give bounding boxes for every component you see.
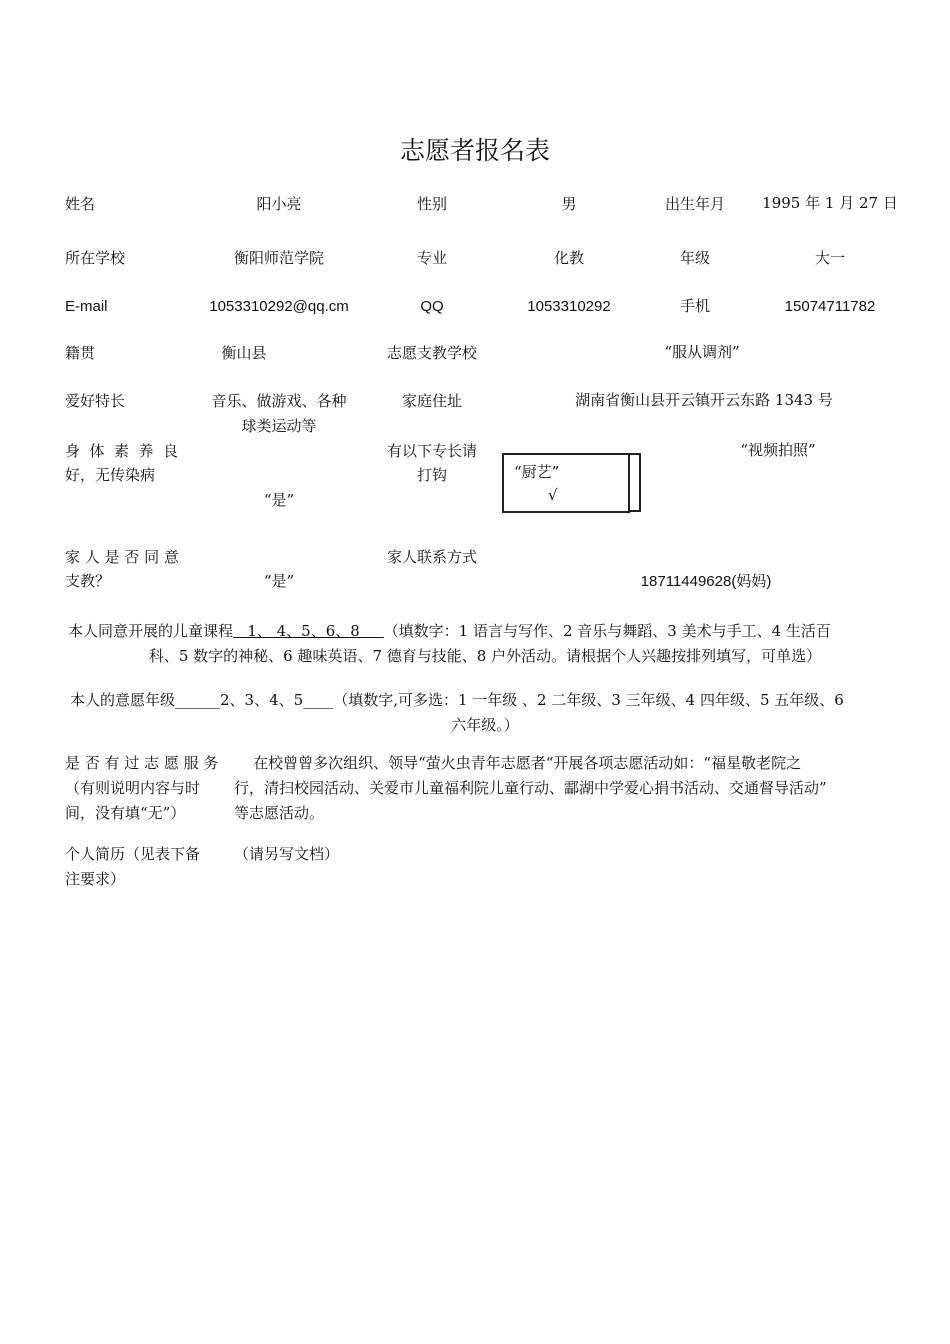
contact-value: 18711449628(妈妈): [640, 573, 772, 590]
service-text-line1: 在校曾曾多次组织、领导“萤火虫青年志愿者“开展各项志愿活动如：“福星敬老院之: [234, 754, 802, 772]
birth-value: 1995 年 1 月 27 日: [762, 194, 898, 212]
name-label: 姓名: [65, 195, 96, 213]
page-title: 志愿者报名表: [399, 136, 550, 165]
school-value: 衡阳师范学院: [233, 249, 324, 267]
target-school-label: 志愿支教学校: [386, 344, 477, 362]
skill-extra: “视频拍照”: [740, 441, 816, 459]
courses-blank[interactable]: 1、 4、5、6、8: [233, 622, 384, 640]
health-label-line1: 身 体 素 养 良: [65, 442, 178, 460]
grade-label: 年级: [679, 249, 710, 267]
service-label-line3: 间，没有填“无”）: [65, 804, 186, 822]
qq-label: QQ: [420, 298, 444, 315]
grade-value: 大一: [814, 249, 845, 267]
gender-label: 性别: [416, 195, 447, 213]
resume-value: （请另写文档）: [234, 845, 340, 863]
courses-note-line1: （填数字：1 语言与写作、2 音乐与舞蹈、3 美术与手工、4 生活百: [383, 622, 831, 640]
family-value: “是”: [263, 572, 295, 590]
hobby-label: 爱好特长: [65, 392, 126, 410]
grades-note-line2: 六年级。）: [451, 716, 519, 734]
grades-prefix: 本人的意愿年级: [70, 691, 176, 709]
school-label: 所在学校: [65, 249, 126, 267]
contact-label: 家人联系方式: [386, 548, 477, 566]
courses-note-line2: 科、5 数字的神秘、6 趣味英语、7 德育与技能、8 户外活动。请根据个人兴趣按排列填写，可单选）: [148, 647, 822, 665]
service-text-line2: 行，清扫校园活动、关爱市儿童福利院儿童行动、酃湖中学爱心捐书活动、交通督导活动”: [234, 779, 827, 797]
family-label-line2: 支教？: [65, 572, 111, 590]
origin-value: 衡山县: [221, 344, 267, 362]
name-value: 阳小亮: [256, 195, 302, 213]
family-label-line1: 家 人 是 否 同 意: [65, 548, 179, 566]
courses-prefix: 本人同意开展的儿童课程: [68, 622, 234, 640]
target-school-value: “服从调剂”: [664, 343, 740, 361]
skill-box-text: “厨艺”: [514, 463, 560, 481]
health-label-line2: 好，无传染病: [65, 466, 156, 484]
skill-label-line1: 有以下专长请: [386, 442, 477, 460]
phone-value: 15074711782: [784, 298, 876, 315]
skill-label-line2: 打钩: [416, 466, 447, 484]
service-label-line2: （有则说明内容与时: [65, 779, 201, 797]
gender-value: 男: [561, 195, 577, 213]
courses-line1: [68, 619, 831, 644]
grades-line1: [70, 688, 844, 713]
grades-note-line1: （填数字,可多选：1 一年级 、2 二年级、3 三年级、4 四年级、5 五年级、6: [333, 691, 844, 709]
birth-label: 出生年月: [664, 195, 725, 213]
hobby-value-line2: 球类运动等: [241, 417, 317, 435]
major-value: 化教: [553, 249, 584, 267]
address-label: 家庭住址: [401, 392, 462, 410]
service-text-line3: 等志愿活动。: [234, 804, 325, 822]
health-value: “是”: [263, 491, 295, 509]
resume-label-line2: 注要求）: [65, 870, 126, 888]
grades-blank[interactable]: ______2、3、4、5____: [175, 691, 334, 709]
phone-label: 手机: [679, 297, 710, 315]
address-value: 湖南省衡山县开云镇开云东路 1343 号: [575, 391, 833, 409]
origin-label: 籍贯: [65, 344, 96, 362]
service-label-line1: 是 否 有 过 志 愿 服 务: [65, 754, 219, 772]
email-value: 1053310292@qq.cm: [209, 298, 349, 315]
email-label: E-mail: [65, 298, 108, 315]
check-mark-icon: √: [548, 486, 558, 504]
resume-label-line1: 个人简历（见表下备: [65, 845, 201, 863]
qq-value: 1053310292: [527, 298, 611, 315]
hobby-value-line1: 音乐、做游戏、各种: [211, 392, 347, 410]
major-label: 专业: [416, 249, 447, 267]
